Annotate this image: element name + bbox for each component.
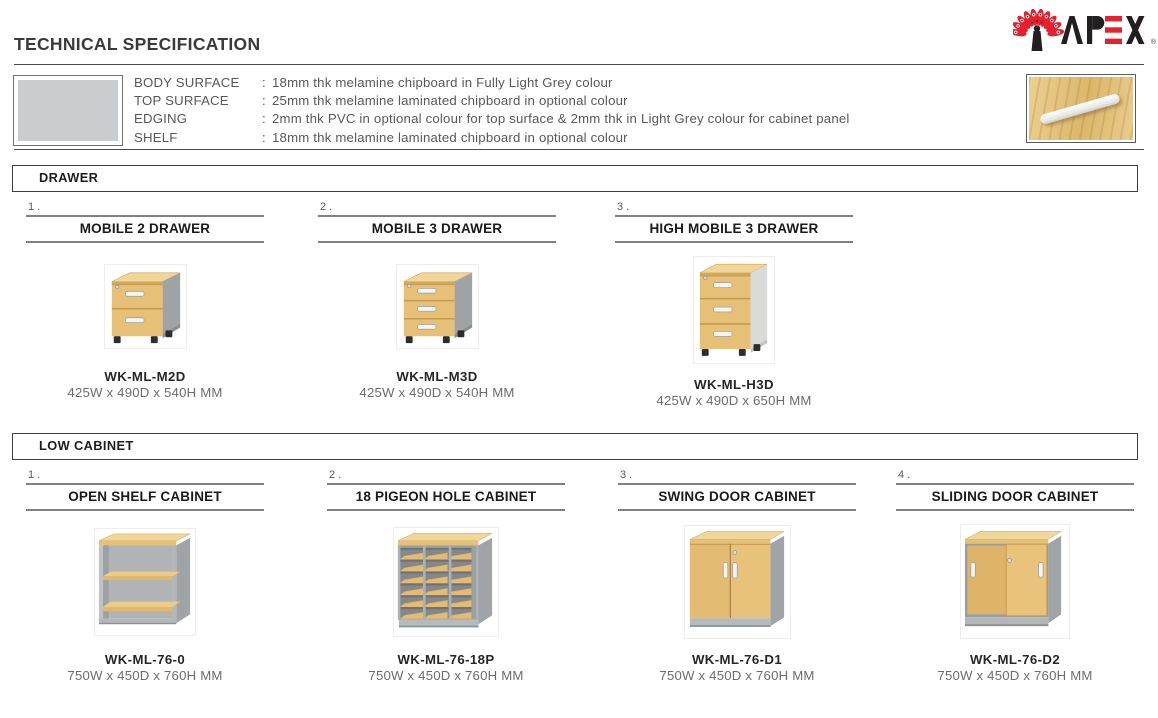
item-number (327, 469, 565, 485)
product-card-mobile-3-drawer (318, 201, 556, 400)
product-card-pigeon-hole-cabinet (327, 469, 565, 683)
spec-label: TOP SURFACE (134, 93, 229, 109)
spec-value: 2mm thk PVC in optional colour for top surface & 2mm thk in Light Grey colour for cabinet panel (272, 111, 850, 127)
product-dimensions: 425W x 490D x 540H MM (67, 385, 223, 400)
product-card-sliding-door-cabinet (896, 469, 1134, 683)
spec-row-edging (134, 110, 1024, 128)
wood-grain-background (1029, 77, 1133, 140)
mobile-2-drawer-photo (104, 264, 187, 349)
section-title: DRAWER (39, 170, 99, 185)
page-title: TECHNICAL SPECIFICATION (14, 34, 261, 54)
product-dimensions: 750W x 450D x 760H MM (67, 668, 223, 683)
product-card-high-mobile-3-drawer (615, 201, 853, 408)
product-dimensions: 425W x 490D x 650H MM (656, 393, 812, 408)
item-number (26, 201, 264, 217)
swing-door-cabinet-photo (684, 525, 791, 639)
open-shelf-cabinet-photo (94, 528, 196, 636)
section-header-low-cabinet (12, 433, 1138, 460)
item-number (318, 201, 556, 217)
apex-logo (1013, 4, 1155, 52)
spec-label: EDGING (134, 111, 188, 127)
product-name: OPEN SHELF CABINET (26, 485, 264, 511)
spec-label: SHELF (134, 129, 178, 145)
sliding-door-cabinet-photo (960, 524, 1070, 639)
spec-value: 25mm thk melamine laminated chipboard in optional colour (272, 93, 628, 109)
product-card-swing-door-cabinet (618, 469, 856, 683)
registered-mark: ® (1150, 39, 1156, 46)
product-code: WK-ML-76-D2 (969, 652, 1061, 667)
product-photo-area (896, 511, 1134, 652)
spec-value: 18mm thk melamine chipboard in Fully Light Grey colour (272, 75, 613, 90)
mobile-3-drawer-photo (396, 264, 479, 349)
product-code: WK-ML-76-0 (104, 652, 186, 667)
product-photo-area (318, 243, 556, 369)
item-number (26, 469, 264, 485)
pvc-edging-sample-photo (1026, 74, 1136, 143)
product-name: SLIDING DOOR CABINET (896, 485, 1134, 511)
materials-spec-list (134, 74, 1024, 147)
product-card-mobile-2-drawer (26, 201, 264, 400)
product-code: WK-ML-M2D (104, 369, 186, 384)
product-name: SWING DOOR CABINET (618, 485, 856, 511)
product-name: 18 PIGEON HOLE CABINET (327, 485, 565, 511)
spec-colon: : (262, 129, 266, 145)
product-dimensions: 750W x 450D x 760H MM (937, 668, 1093, 683)
product-name: MOBILE 2 DRAWER (26, 217, 264, 243)
body-colour-swatch (13, 75, 123, 146)
spec-value: 18mm thk melamine laminated chipboard in optional colour (272, 129, 628, 145)
spec-colon: : (262, 111, 266, 127)
pigeon-hole-cabinet-photo (393, 527, 499, 637)
spec-label: BODY SURFACE (134, 75, 240, 90)
product-dimensions: 750W x 450D x 760H MM (368, 668, 524, 683)
product-dimensions: 750W x 450D x 760H MM (659, 668, 815, 683)
product-dimensions: 425W x 490D x 540H MM (359, 385, 515, 400)
product-photo-area (327, 511, 565, 652)
high-mobile-3-drawer-photo (693, 256, 775, 364)
item-number-text: 3 . (617, 201, 630, 213)
product-name: MOBILE 3 DRAWER (318, 217, 556, 243)
spec-colon: : (262, 93, 266, 109)
product-code: WK-ML-76-18P (397, 652, 495, 667)
spec-row-shelf (134, 129, 1024, 147)
item-number (896, 469, 1134, 485)
item-number (615, 201, 853, 217)
product-photo-area (26, 243, 264, 369)
item-number-text: 2 . (320, 201, 333, 213)
item-number-text: 3 . (620, 469, 633, 481)
item-number (618, 469, 856, 485)
product-code: WK-ML-M3D (396, 369, 478, 384)
product-code: WK-ML-76-D1 (691, 652, 783, 667)
product-name: HIGH MOBILE 3 DRAWER (615, 217, 853, 243)
product-card-open-shelf-cabinet (26, 469, 264, 683)
product-photo-area (615, 243, 853, 377)
light-grey-swatch-fill (18, 80, 118, 141)
title-divider (14, 64, 1144, 65)
section-header-drawer (12, 165, 1138, 192)
section-title: LOW CABINET (39, 438, 134, 453)
pvc-edging-strip (1039, 93, 1121, 125)
product-code: WK-ML-H3D (694, 377, 774, 392)
spec-row-top-surface (134, 92, 1024, 110)
item-number-text: 2 . (329, 469, 342, 481)
product-photo-area (618, 511, 856, 652)
peacock-logo-icon (1013, 4, 1155, 52)
item-number-text: 4 . (898, 469, 911, 481)
product-photo-area (26, 511, 264, 652)
item-number-text: 1 . (28, 469, 41, 481)
spec-row-body-surface (134, 74, 1024, 92)
spec-divider (14, 149, 1144, 150)
item-number-text: 1 . (28, 201, 41, 213)
spec-colon: : (262, 75, 266, 90)
